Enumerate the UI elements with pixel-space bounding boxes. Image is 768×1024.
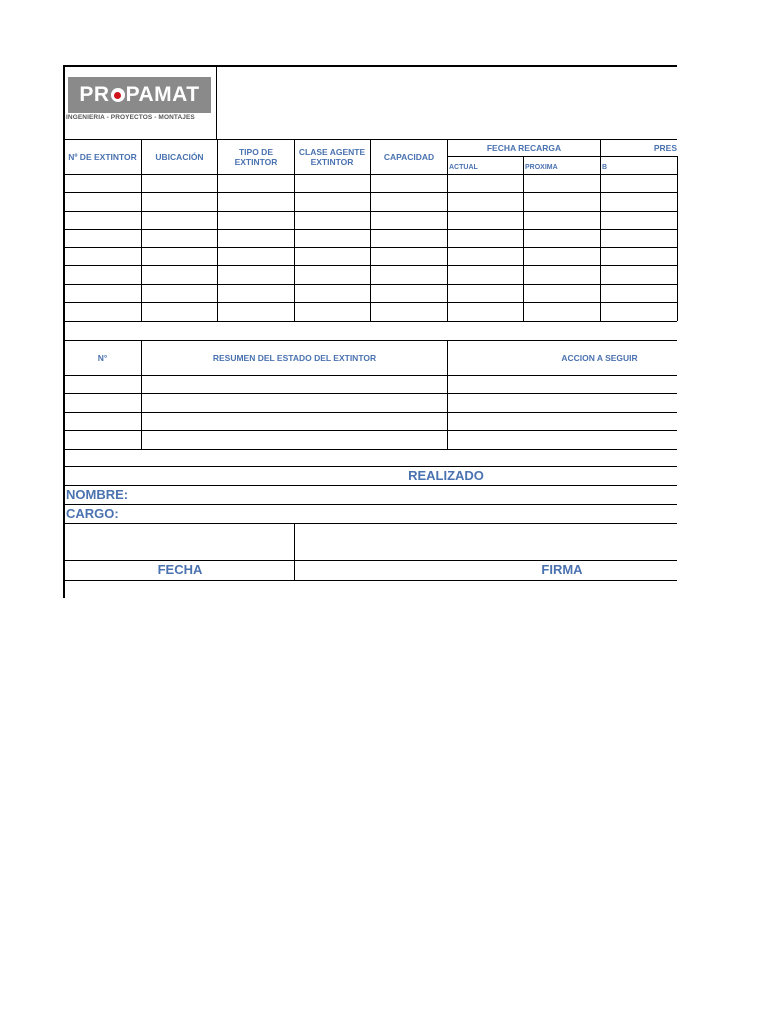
table1-row-line [63,265,677,266]
header-tipo-extintor: TIPO DE EXTINTOR [234,147,278,167]
company-logo [68,77,211,113]
footer-line [63,560,677,561]
table2-row-line [63,375,677,376]
logo-text-post: PAMAT [125,83,200,106]
logo-dot-icon [111,88,125,102]
nombre-label: NOMBRE: [66,487,129,502]
table1-col-line [217,139,218,321]
fecha-input-area[interactable] [65,525,293,560]
header-clase-agente: CLASE AGENTE EXTINTOR [298,147,366,167]
table1-row-line [63,284,677,285]
firma-input-area[interactable] [296,525,676,560]
header-presion: PRES [653,143,677,153]
footer-line [63,466,677,467]
table1-row-line [63,211,677,212]
subheader-actual: ACTUAL [449,164,478,171]
footer-line [63,504,677,505]
fecha-label: FECHA [157,562,203,577]
table1-bottom-line [63,321,677,322]
header-capacidad: CAPACIDAD [383,152,435,162]
logo-tagline: INGENIERIA - PROYECTOS - MONTAJES [66,114,195,121]
header-accion-seguir: ACCION A SEGUIR [561,353,638,363]
table1-subheader-line [447,156,677,157]
table1-row-line [63,229,677,230]
footer-line [63,485,677,486]
header-resumen-estado: RESUMEN DEL ESTADO DEL EXTINTOR [212,353,377,363]
table1-col-line [523,156,524,321]
realizado-label: REALIZADO [408,468,484,483]
header-fecha-recarga: FECHA RECARGA [486,143,562,153]
logo-text-pre: PR [79,83,110,106]
table1-col-line [677,156,678,321]
footer-bottom-line [63,580,677,581]
table1-row-line [63,302,677,303]
table1-row-line [63,174,677,175]
table1-row-line [63,192,677,193]
signature-divider [294,523,295,580]
table1-row-line [63,247,677,248]
table1-col-line [294,139,295,321]
logo-divider [216,65,217,139]
subheader-proxima: PROXIMA [525,164,558,171]
footer-line [63,523,677,524]
table1-col-line [447,139,448,321]
table2-row-line [63,430,677,431]
table2-bottom-line [63,449,677,450]
table1-col-line [600,139,601,321]
table2-col-line [447,340,448,449]
header-ubicacion: UBICACIÓN [155,152,204,162]
header-n: N° [97,353,108,363]
table2-row-line [63,412,677,413]
firma-label: FIRMA [541,562,583,577]
table2-row-line [63,393,677,394]
header-extintor-number: Nº DE EXTINTOR [68,152,137,162]
subheader-b: B [602,164,608,171]
logo-wordmark [68,77,211,113]
cargo-label: CARGO: [66,506,119,521]
frame-top-border [63,65,677,67]
